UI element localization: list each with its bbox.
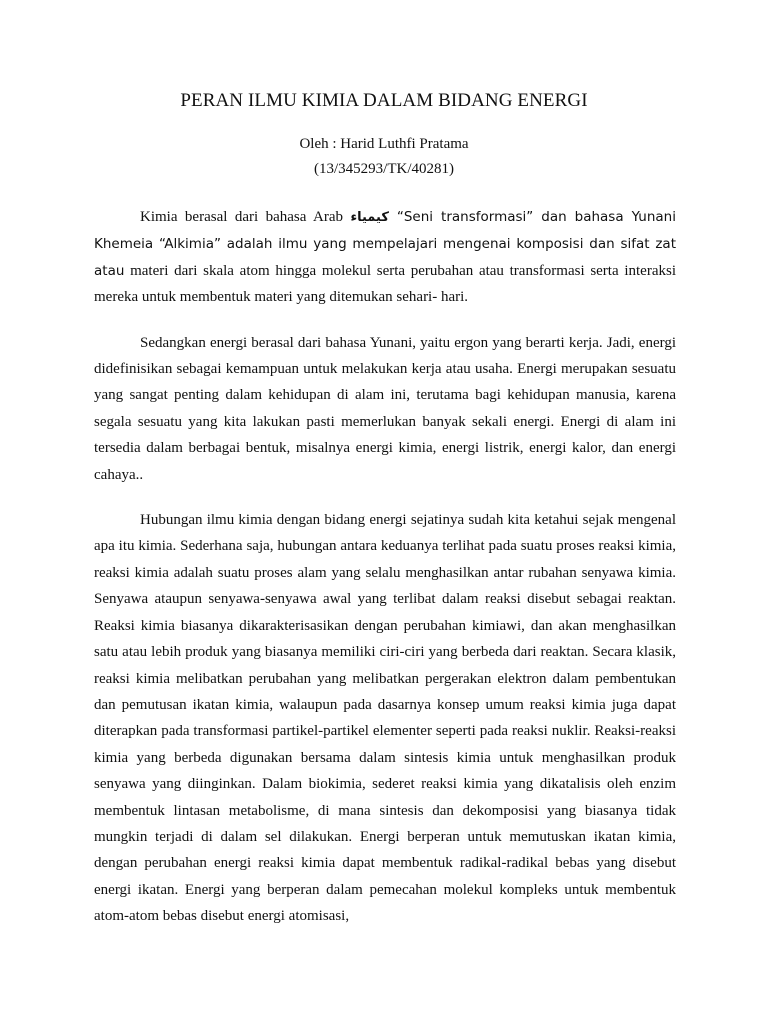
- author-line: Oleh : Harid Luthfi Pratama: [299, 136, 469, 152]
- paragraph-1: [94, 204, 676, 311]
- arabic-word: كيمياء: [350, 210, 389, 225]
- paragraph-1-text-b: “Seni transformasi” dan bahasa Yunani Khemeia “Alkimia” adalah ilmu yang mempelajari mengenai komposisi dan sifat zat atau: [94, 209, 676, 279]
- paragraph-1-text-a: Kimia berasal dari bahasa Arab: [140, 209, 351, 225]
- student-id-line: (13/345293/TK/40281): [314, 161, 454, 177]
- paragraph-3: Hubungan ilmu kimia dengan bidang energi sejatinya sudah kita ketahui sejak mengenal apa itu kimia. Sederhana saja, hubungan antara keduanya terlihat pada suatu proses reaksi kimia, reaksi kimia adalah suatu proses alam yang selalu menghasilkan antar rubahan senyawa kimia. Senyawa ataupun senyawa-senyawa awal yang terlibat dalam reaksi disebut sebagai reaktan. Reaksi kimia biasanya dikarakterisasikan dengan perubahan kimiawi, dan akan menghasilkan satu atau lebih produk yang biasanya memiliki ciri-ciri yang berbeda dari reaktan. Secara klasik, reaksi kimia melibatkan perubahan yang melibatkan pergerakan elektron dalam pembentukan dan pemutusan ikatan kimia, walaupun pada dasarnya konsep umum reaksi kimia juga dapat diterapkan pada transformasi partikel-partikel elementer seperti pada reaksi nuklir. Reaksi-reaksi kimia yang berbeda digunakan bersama dalam sintesis kimia untuk menghasilkan produk senyawa yang diinginkan. Dalam biokimia, sederet reaksi kimia yang dikatalisis oleh enzim membentuk lintasan metabolisme, di mana sintesis dan dekomposisi yang biasanya tidak mungkin terjadi di dalam sel dilakukan. Energi berperan untuk memutuskan ikatan kimia, dengan perubahan energi reaksi kimia dapat membentuk radikal-radikal bebas yang disebut energi ikatan. Energi yang berperan dalam pemecahan molekul kompleks untuk membentuk atom-atom bebas disebut energi atomisasi,: [94, 512, 676, 925]
- document-body: [94, 204, 676, 930]
- paragraph-1-text-c: materi dari skala atom hingga molekul serta perubahan atau transformasi serta interaksi mereka untuk membentuk materi yang ditemukan sehari- hari.: [94, 262, 676, 306]
- document-title: PERAN ILMU KIMIA DALAM BIDANG ENERGI: [180, 90, 588, 111]
- paragraph-2: Sedangkan energi berasal dari bahasa Yunani, yaitu ergon yang berarti kerja. Jadi, energi didefinisikan sebagai kemampuan untuk melakukan kerja atau usaha. Energi merupakan sesuatu yang sangat penting dalam kehidupan di alam ini, terutama bagi kehidupan manusia, karena segala sesuatu yang kita lakukan pasti memerlukan banyak sekali energi. Energi di alam ini tersedia dalam berbagai bentuk, misalnya energi kimia, energi listrik, energi kalor, dan energi cahaya..: [94, 334, 676, 483]
